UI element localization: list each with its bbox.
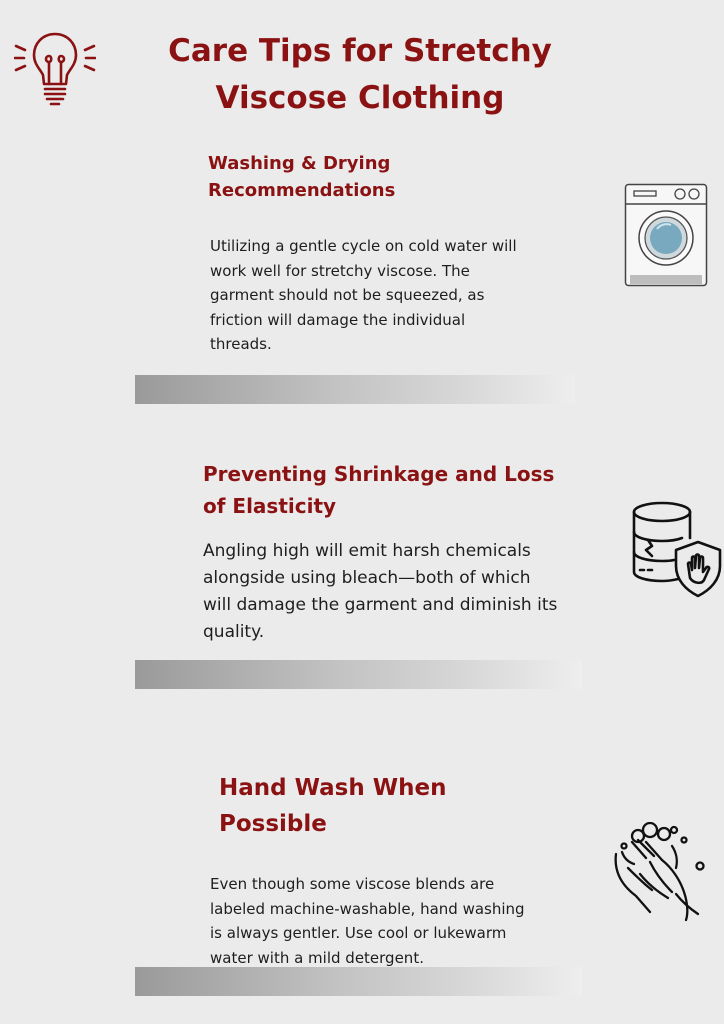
section-body-washing: Utilizing a gentle cycle on cold water will work well for stretchy viscose. The garment should not be squeezed, as friction will damage the individual threads. <box>210 237 517 353</box>
lightbulb-icon <box>14 26 96 112</box>
hand-washing-icon <box>610 822 708 922</box>
section-body-handwash: Even though some viscose blends are labeled machine-washable, hand washing is always gentler. Use cool or lukewarm water with a mild detergent. <box>210 875 525 967</box>
section-heading-washing: Washing & Drying Recommendations <box>208 153 396 201</box>
section-heading-shrinkage: Preventing Shrinkage and Loss of Elasticity <box>203 462 555 518</box>
section-heading-handwash: Hand Wash When Possible <box>219 775 447 837</box>
page-title: Care Tips for Stretchy Viscose Clothing <box>168 33 552 116</box>
divider-bar <box>135 375 575 404</box>
divider-bar <box>135 967 582 996</box>
washing-machine-icon <box>624 183 708 287</box>
section-body-shrinkage: Angling high will emit harsh chemicals alongside using bleach—both of which will damage the garment and diminish its quality. <box>203 541 558 642</box>
database-shield-icon <box>630 500 724 600</box>
divider-bar <box>135 660 582 689</box>
